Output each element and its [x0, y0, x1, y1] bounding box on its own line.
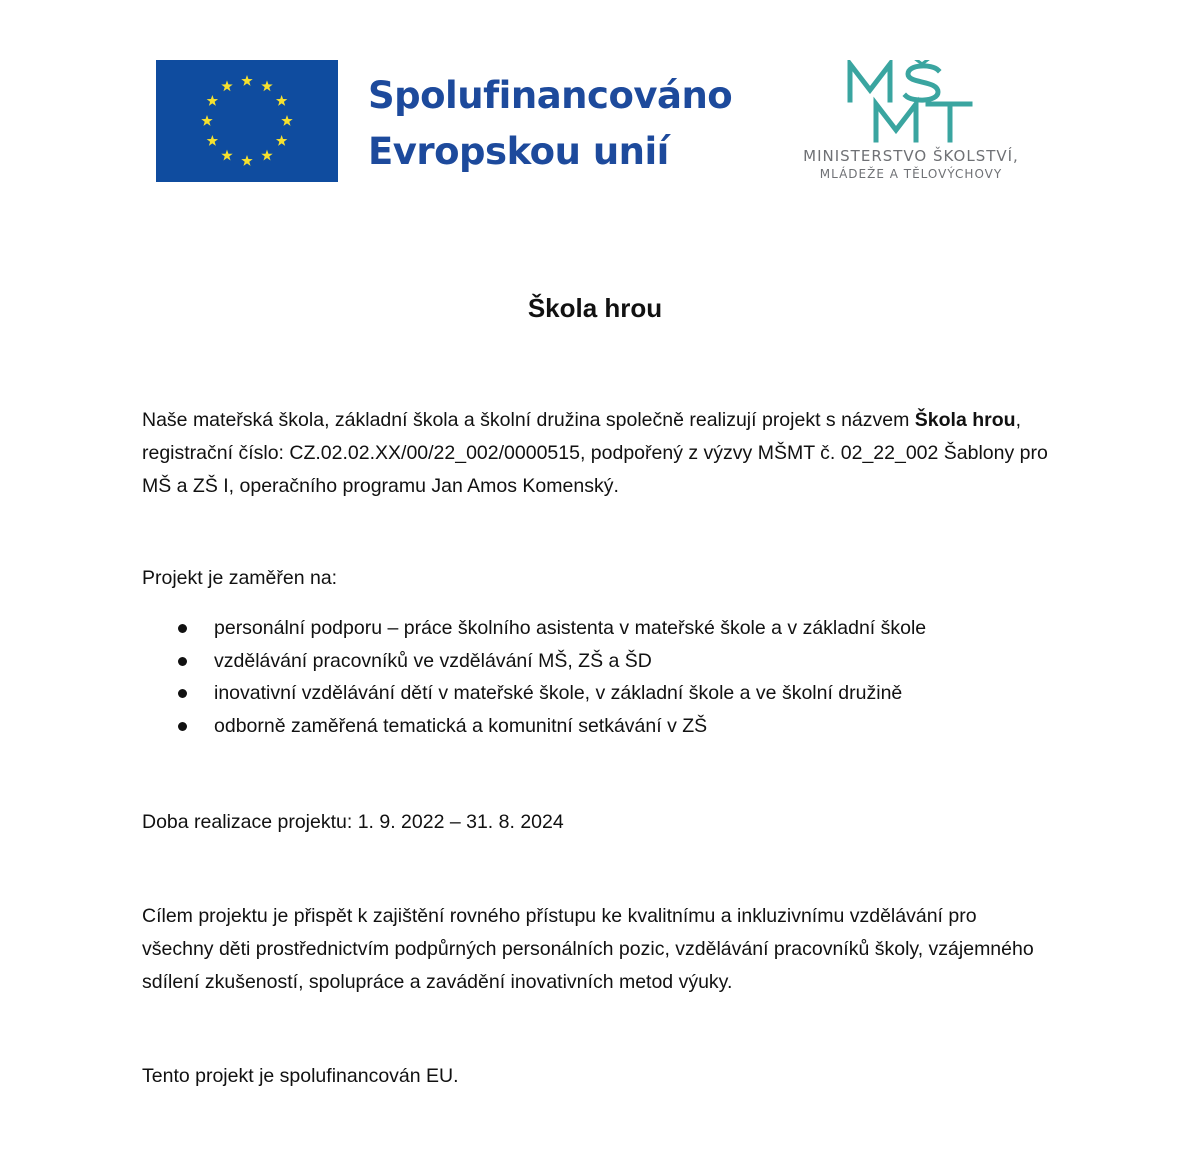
bullet-icon	[178, 624, 187, 633]
list-item-text: vzdělávání pracovníků ve vzdělávání MŠ, ZŠ a ŠD	[214, 649, 652, 672]
eu-logo-text	[368, 68, 732, 180]
msmt-logo-line1: MINISTERSTVO ŠKOLSTVÍ,	[803, 147, 1019, 165]
msmt-logo-line2: MLÁDEŽE A TĚLOVÝCHOVY	[819, 167, 1003, 181]
eu-flag-icon	[156, 60, 338, 182]
eu-logo-line1: Spolufinancováno	[368, 74, 733, 117]
bullet-icon	[178, 657, 187, 666]
list-item	[142, 645, 1052, 678]
list-item	[142, 710, 1052, 743]
eu-logo-line2: Evropskou unií	[368, 130, 669, 173]
msmt-logo	[780, 60, 1042, 186]
focus-list	[142, 612, 1052, 742]
document-title: Škola hrou	[527, 293, 663, 323]
msmt-logo-text	[780, 146, 1042, 182]
list-item-text: odborně zaměřená tematická a komunitní setkávání v ZŠ	[214, 714, 708, 737]
bullet-icon	[178, 689, 187, 698]
project-goal-paragraph: Cílem projektu je přispět k zajištění rovného přístupu ke kvalitnímu a inkluzivnímu vzdělávání pro všechny děti prostřednictvím podpůrných personálních pozic, vzdělávání pracovníků školy, vzájemného sdílení zkušeností, spolupráce a zavádění inovativních metod výuky.	[142, 905, 1034, 993]
closing-statement: Tento projekt je spolufinancován EU.	[142, 1065, 459, 1087]
list-item-text: personální podporu – práce školního asistenta v mateřské škole a v základní škole	[214, 617, 927, 639]
eu-cofinanced-logo	[156, 60, 756, 184]
list-item	[142, 612, 1052, 645]
list-item	[142, 677, 1052, 710]
intro-paragraph	[142, 404, 1052, 503]
bullet-icon	[178, 722, 187, 731]
list-item-text: inovativní vzdělávání dětí v mateřské škole, v základní škole a ve školní družině	[214, 682, 903, 704]
intro-text-before: Naše mateřská škola, základní škola a školní družina společně realizují projekt s názvem	[142, 409, 915, 431]
intro-project-name: Škola hrou	[914, 409, 1016, 431]
project-period: Doba realizace projektu: 1. 9. 2022 – 31. 8. 2024	[142, 811, 564, 833]
focus-label: Projekt je zaměřen na:	[142, 567, 338, 589]
msmt-monogram-icon	[846, 60, 974, 144]
intro-text-after: , registrační číslo: CZ.02.02.XX/00/22_002/0000515, podpořený z výzvy MŠMT č. 02_22_002 Šablony pro MŠ a ZŠ I, operačního programu Jan Amos Komenský.	[142, 409, 1048, 497]
